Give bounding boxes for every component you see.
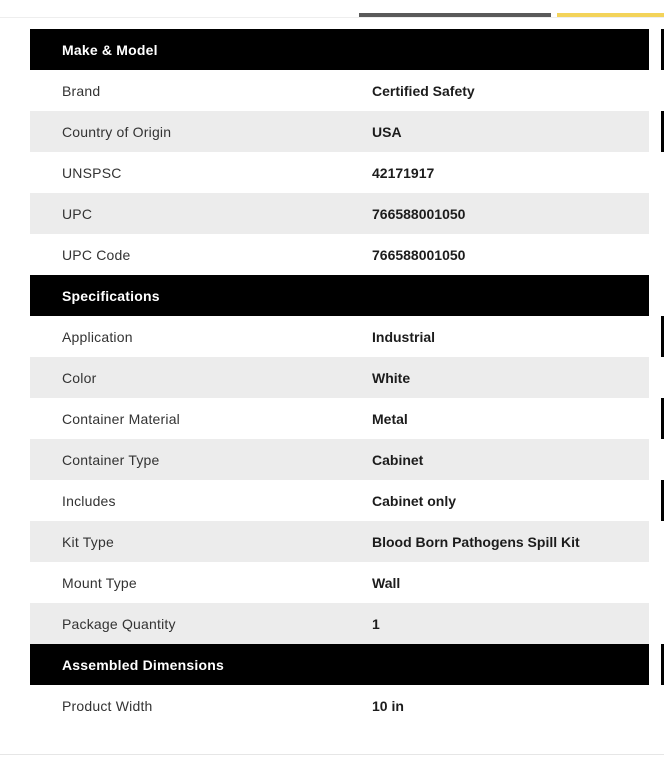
spec-value: Wall	[372, 574, 401, 591]
spec-label: Includes	[62, 492, 116, 509]
spec-row	[30, 439, 649, 480]
spec-row	[30, 152, 649, 193]
spec-value: 1	[372, 615, 380, 632]
spec-row	[30, 603, 649, 644]
spec-label: UPC	[62, 205, 93, 222]
spec-value: 42171917	[372, 164, 435, 181]
tab-indicator-accent[interactable]	[557, 13, 664, 17]
spec-label: Container Material	[62, 410, 180, 427]
spec-value: Industrial	[372, 328, 436, 345]
spec-value: 766588001050	[372, 205, 466, 222]
spec-label: Color	[62, 369, 97, 386]
spec-label: Mount Type	[62, 574, 137, 591]
spec-row	[30, 521, 649, 562]
spec-row	[30, 357, 649, 398]
spec-row	[30, 398, 649, 439]
spec-value: Cabinet only	[372, 492, 457, 509]
spec-row	[30, 480, 649, 521]
section-title: Make & Model	[62, 41, 158, 58]
spec-row	[30, 685, 649, 726]
section-header-specifications	[30, 275, 649, 316]
bottom-divider	[0, 754, 664, 755]
spec-row	[30, 70, 649, 111]
spec-label: Application	[62, 328, 133, 345]
section-title: Assembled Dimensions	[62, 656, 224, 673]
tab-indicator-active[interactable]	[359, 13, 551, 17]
spec-row	[30, 111, 649, 152]
top-divider	[0, 17, 664, 18]
spec-value: USA	[372, 123, 402, 140]
section-header-assembled-dimensions	[30, 644, 649, 685]
section-title: Specifications	[62, 287, 160, 304]
spec-value: 766588001050	[372, 246, 466, 263]
spec-label: Kit Type	[62, 533, 114, 550]
spec-label: Package Quantity	[62, 615, 176, 632]
spec-value: Blood Born Pathogens Spill Kit	[372, 533, 580, 550]
spec-row	[30, 316, 649, 357]
spec-row	[30, 193, 649, 234]
section-header-make-model	[30, 29, 649, 70]
spec-row	[30, 234, 649, 275]
spec-label: Container Type	[62, 451, 160, 468]
spec-label: Product Width	[62, 697, 153, 714]
spec-value: Metal	[372, 410, 408, 427]
spec-value: Cabinet	[372, 451, 424, 468]
spec-value: 10 in	[372, 697, 404, 714]
specifications-table	[30, 29, 649, 726]
spec-value: Certified Safety	[372, 82, 475, 99]
spec-label: UNSPSC	[62, 164, 122, 181]
spec-value: White	[372, 369, 411, 386]
spec-label: Country of Origin	[62, 123, 172, 140]
spec-row	[30, 562, 649, 603]
spec-label: Brand	[62, 82, 101, 99]
spec-label: UPC Code	[62, 246, 131, 263]
